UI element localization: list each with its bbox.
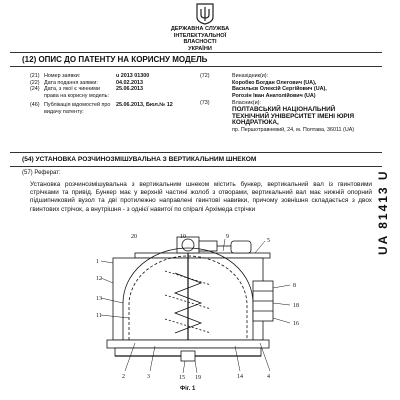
owner-name: КОНДРАТЮКА, [232,119,279,127]
figure-label: 16 [293,321,299,327]
inventors-owner: (72) Винахідник(и): Коробко Богдан Олегович (UA), Васильєв Олексій Сергійович (UA), Рогозін Іван Анатолійович (UA) (73) Власник(и): ПОЛТАВСЬКИЙ НАЦІОНАЛЬНИЙ ТЕХНІЧНИЙ УНІВЕРСИТЕТ ІМЕНІ ЮРІЯ КОНДРАТЮКА, пр. Першотравневий, 24, м. Полтава, 36011 (UA) [200,73,380,133]
field-24: (24) Дата, з якої є чинними права на корисну модель: 25.06.2013 [30,86,143,99]
document-title: (12) ОПИС ДО ПАТЕНТУ НА КОРИСНУ МОДЕЛЬ [22,55,208,64]
inventor-name: Коробко Богдан Олегович (UA), [232,79,317,86]
inventor-name: Васильєв Олексій Сергійович (UA), [232,86,327,93]
state-emblem-icon [196,3,214,25]
figure-label: 18 [293,303,299,309]
field-21: (21) Номер заявки: u 2013 01300 [30,73,150,79]
divider [10,166,382,167]
figure-label: 9 [226,234,229,240]
field-46: (46) Публікація відомостей про видачу патенту: 25.06.2013, Бюл.№ 12 [30,102,173,115]
divider [10,52,382,53]
office-line-4: УКРАЇНИ [188,45,212,52]
inventors-block: Винахідник(и): Коробко Богдан Олегович (UA), Васильєв Олексій Сергійович (UA), Рогозін Іван Анатолійович (UA) [232,73,380,99]
owner-block: (73) Власник(и): ПОЛТАВСЬКИЙ НАЦІОНАЛЬНИЙ ТЕХНІЧНИЙ УНІВЕРСИТЕТ ІМЕНІ ЮРІЯ КОНДРАТЮКА, пр. Першотравневий, 24, м. Полтава, 36011 (UA) [200,100,380,133]
figure-caption: Фіг. 1 [180,386,196,392]
divider [10,66,382,67]
divider [10,152,382,153]
office-name [150,26,250,52]
owner-name: ТЕХНІЧНИЙ УНІВЕРСИТЕТ ІМЕНІ ЮРІЯ [232,112,355,120]
figure-label: 12 [96,276,102,282]
figure-label: 1 [96,259,99,265]
figure-label: 3 [147,374,150,380]
office-line-1: ДЕРЖАВНА СЛУЖБА [170,26,230,32]
figure-label: 10 [180,234,186,240]
inventor-name: Рогозін Іван Анатолійович (UA) [232,92,316,99]
figure-label: 11 [96,313,102,319]
figure-label: 13 [96,296,102,302]
figure-label: 20 [131,234,137,240]
figure-label: 8 [293,283,296,289]
figure-label: 4 [267,374,270,380]
owner-name: ПОЛТАВСЬКИЙ НАЦІОНАЛЬНИЙ [232,105,336,113]
invention-title: (54) УСТАНОВКА РОЗЧИНОЗМІШУВАЛЬНА З ВЕРТИКАЛЬНИМ ШНЕКОМ [22,156,257,163]
owner-address: пр. Першотравневий, 24, м. Полтава, 36011 (UA) [232,126,355,133]
figure-label: 15 [179,375,185,381]
figure-label: 19 [195,375,201,381]
figure-label: 2 [122,374,125,380]
side-patent-code: UA 81413 U [376,169,390,255]
figure-label: 5 [267,238,270,244]
abstract-label: (57) Реферат: [22,170,61,176]
office-line-2: ІНТЕЛЕКТУАЛЬНОЇ [173,32,227,39]
bibliographic-fields [30,73,173,116]
office-line-3: ВЛАСНОСТІ [183,39,217,46]
figure-label: 14 [237,374,243,380]
mixer-drawing [95,233,305,381]
field-22: (22) Дата подання заявки: 04.02.2013 [30,79,143,86]
abstract-text: Установка розчинозмішувальна з вертикальним шнеком містить бункер, вертикальний вал із гвинтовими стрічками та привід. Бункер має у верхній частині жолоб з отворами, вертикальний вал має нижній опорний підшипниковий вузол та дві протилежно направлені гвинтові навивки, причому зовнішня складається з двох гвинтових стрічок, а внутрішня - з однієї навитої по спіралі Архімеда стрічки [30,181,372,213]
